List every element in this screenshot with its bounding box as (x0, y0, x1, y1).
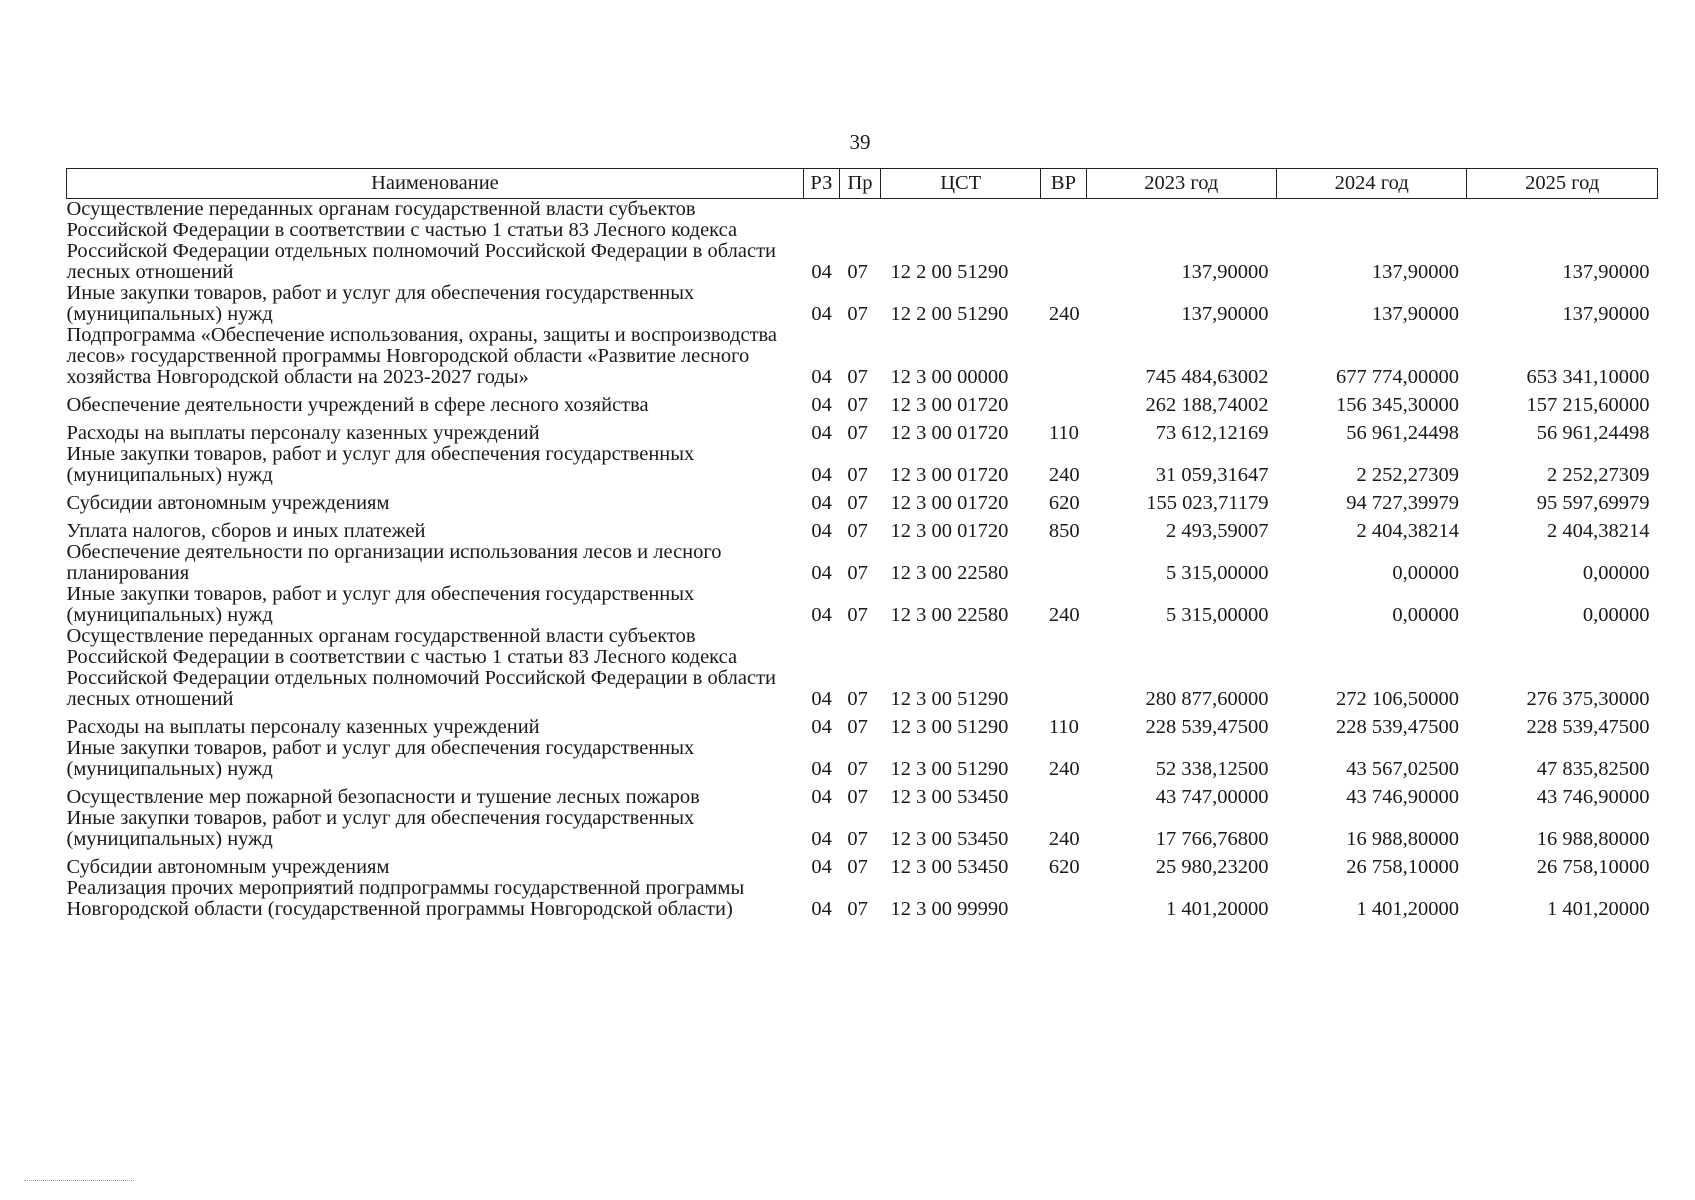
cell-2023: 745 484,63002 (1145, 366, 1269, 388)
cell-pr: 07 (847, 366, 868, 388)
cell-2023: 137,90000 (1181, 261, 1269, 283)
cell-vr: 110 (1048, 716, 1079, 738)
cell-vr (1041, 388, 1086, 416)
cell-rz: 04 (811, 492, 832, 514)
table-row (67, 850, 1658, 878)
table-row (67, 199, 1658, 284)
cell-2025: 47 835,82500 (1536, 758, 1650, 780)
cell-rz: 04 (811, 464, 832, 486)
cell-2023: 43 747,00000 (1155, 786, 1269, 808)
cell-rz: 04 (811, 856, 832, 878)
cell-2024: 137,90000 (1371, 303, 1459, 325)
cell-2024: 26 758,10000 (1346, 856, 1459, 878)
table-body (67, 199, 1658, 921)
cell-2023: 5 315,00000 (1165, 604, 1269, 626)
cell-cst: 12 3 00 01720 (890, 422, 1009, 444)
cell-vr: 110 (1048, 422, 1079, 444)
cell-2024: 228 539,47500 (1335, 716, 1459, 738)
cell-2025: 43 746,90000 (1536, 786, 1650, 808)
cell-cst: 12 3 00 01720 (890, 464, 1009, 486)
header-vr: ВР (1041, 169, 1086, 199)
cell-name: Осуществление переданных органам государственной власти субъектов Российской Федерации в соответствии с частью 1 статьи 83 Лесного кодекса Российской Федерации отдельных полномочий Российской Федерации в области лесных отношений (66, 198, 776, 283)
header-2023: 2023 год (1086, 169, 1276, 199)
cell-name: Иные закупки товаров, работ и услуг для обеспечения государственных (муниципальных) нужд (66, 443, 695, 486)
table-row (67, 626, 1658, 710)
cell-2024: 43 567,02500 (1346, 758, 1459, 780)
cell-name: Иные закупки товаров, работ и услуг для обеспечения государственных (муниципальных) нужд (66, 807, 695, 850)
cell-name: Иные закупки товаров, работ и услуг для обеспечения государственных (муниципальных) нужд (66, 737, 695, 780)
table-row (67, 780, 1658, 808)
cell-2024: 677 774,00000 (1335, 366, 1459, 388)
cell-2023: 137,90000 (1181, 303, 1269, 325)
cell-vr: 240 (1048, 464, 1080, 486)
cell-rz: 04 (811, 562, 832, 584)
cell-pr: 07 (847, 562, 868, 584)
table-row (67, 710, 1658, 738)
cell-name: Осуществление мер пожарной безопасности и тушение лесных пожаров (66, 786, 700, 808)
cell-name: Субсидии автономным учреждениям (66, 492, 390, 514)
cell-cst: 12 3 00 53450 (890, 786, 1009, 808)
cell-vr: 850 (1048, 520, 1080, 542)
budget-table (66, 168, 1658, 920)
cell-rz: 04 (811, 394, 832, 416)
cell-2023: 25 980,23200 (1155, 856, 1269, 878)
cell-cst: 12 3 00 51290 (890, 716, 1009, 738)
table-row (67, 542, 1658, 584)
cell-pr: 07 (847, 492, 868, 514)
cell-2024: 272 106,50000 (1335, 688, 1459, 710)
cell-name: Осуществление переданных органам государственной власти субъектов Российской Федерации в соответствии с частью 1 статьи 83 Лесного кодекса Российской Федерации отдельных полномочий Российской Федерации в области лесных отношений (66, 625, 776, 710)
cell-rz: 04 (811, 422, 832, 444)
cell-cst: 12 3 00 01720 (890, 520, 1009, 542)
cell-rz: 04 (811, 366, 832, 388)
cell-2024: 16 988,80000 (1346, 828, 1459, 850)
cell-vr (1041, 542, 1086, 584)
cell-name: Обеспечение деятельности по организации использования лесов и лесного планирования (66, 541, 722, 584)
scan-artifact-line (24, 1180, 134, 1182)
header-rz: РЗ (803, 169, 839, 199)
cell-cst: 12 3 00 51290 (890, 688, 1009, 710)
cell-name: Иные закупки товаров, работ и услуг для обеспечения государственных (муниципальных) нужд (66, 583, 695, 626)
cell-rz: 04 (811, 786, 832, 808)
cell-rz: 04 (811, 261, 832, 283)
cell-cst: 12 3 00 53450 (890, 828, 1009, 850)
cell-pr: 07 (847, 520, 868, 542)
cell-cst: 12 3 00 51290 (890, 758, 1009, 780)
cell-rz: 04 (811, 758, 832, 780)
table-row (67, 283, 1658, 325)
cell-2024: 0,00000 (1392, 604, 1459, 626)
header-2025: 2025 год (1467, 169, 1658, 199)
cell-2024: 94 727,39979 (1346, 492, 1459, 514)
cell-cst: 12 3 00 53450 (890, 856, 1009, 878)
cell-2023: 73 612,12169 (1155, 422, 1269, 444)
cell-2023: 5 315,00000 (1165, 562, 1269, 584)
cell-2025: 16 988,80000 (1536, 828, 1650, 850)
cell-vr: 240 (1048, 828, 1080, 850)
table-row (67, 388, 1658, 416)
cell-2025: 56 961,24498 (1536, 422, 1650, 444)
table-row (67, 444, 1658, 486)
cell-2024: 1 401,20000 (1356, 898, 1459, 920)
cell-2025: 0,00000 (1582, 562, 1650, 584)
cell-cst: 12 3 00 99990 (890, 898, 1009, 920)
table-row (67, 325, 1658, 388)
cell-rz: 04 (811, 828, 832, 850)
cell-2024: 137,90000 (1371, 261, 1459, 283)
header-pr: Пр (839, 169, 880, 199)
cell-2025: 26 758,10000 (1536, 856, 1650, 878)
table-row (67, 486, 1658, 514)
cell-cst: 12 3 00 00000 (890, 366, 1009, 388)
table-row (67, 584, 1658, 626)
cell-vr: 620 (1048, 856, 1080, 878)
cell-name: Иные закупки товаров, работ и услуг для обеспечения государственных (муниципальных) нужд (66, 282, 695, 325)
cell-cst: 12 3 00 01720 (890, 492, 1009, 514)
cell-pr: 07 (847, 261, 868, 283)
cell-2025: 157 215,60000 (1526, 394, 1650, 416)
cell-2025: 0,00000 (1582, 604, 1650, 626)
cell-pr: 07 (847, 716, 868, 738)
cell-name: Реализация прочих мероприятий подпрограммы государственной программы Новгородской области (государственной программы Новгородской области) (66, 877, 745, 920)
cell-2025: 95 597,69979 (1536, 492, 1650, 514)
cell-2023: 1 401,20000 (1165, 898, 1269, 920)
table-row (67, 878, 1658, 920)
cell-vr: 240 (1048, 303, 1080, 325)
cell-2023: 228 539,47500 (1145, 716, 1269, 738)
cell-pr: 07 (847, 464, 868, 486)
cell-rz: 04 (811, 604, 832, 626)
cell-pr: 07 (847, 828, 868, 850)
cell-name: Обеспечение деятельности учреждений в сфере лесного хозяйства (66, 394, 649, 416)
cell-vr: 240 (1048, 758, 1080, 780)
cell-2025: 276 375,30000 (1526, 688, 1650, 710)
table-row (67, 514, 1658, 542)
cell-cst: 12 2 00 51290 (890, 303, 1009, 325)
cell-pr: 07 (847, 786, 868, 808)
header-2024: 2024 год (1276, 169, 1466, 199)
cell-2025: 137,90000 (1562, 303, 1650, 325)
cell-2024: 2 252,27309 (1356, 464, 1459, 486)
cell-vr (1041, 199, 1086, 284)
cell-2024: 2 404,38214 (1356, 520, 1459, 542)
cell-vr (1041, 626, 1086, 710)
cell-2023: 2 493,59007 (1165, 520, 1269, 542)
cell-rz: 04 (811, 520, 832, 542)
cell-rz: 04 (811, 898, 832, 920)
cell-pr: 07 (847, 394, 868, 416)
cell-pr: 07 (847, 604, 868, 626)
cell-name: Подпрограмма «Обеспечение использования, охраны, защиты и воспроизводства лесов» государственной программы Новгородской области «Развитие лесного хозяйства Новгородской области на 2023-2027 годы» (66, 324, 778, 388)
cell-pr: 07 (847, 758, 868, 780)
cell-rz: 04 (811, 303, 832, 325)
table-row (67, 808, 1658, 850)
cell-2023: 17 766,76800 (1155, 828, 1269, 850)
page-number: 39 (849, 130, 871, 154)
cell-2025: 228 539,47500 (1526, 716, 1650, 738)
cell-vr (1041, 780, 1086, 808)
cell-2025: 137,90000 (1562, 261, 1650, 283)
cell-2024: 0,00000 (1392, 562, 1459, 584)
cell-2025: 2 252,27309 (1547, 464, 1650, 486)
cell-2023: 280 877,60000 (1145, 688, 1269, 710)
cell-2025: 2 404,38214 (1547, 520, 1650, 542)
cell-vr: 620 (1048, 492, 1080, 514)
cell-rz: 04 (811, 716, 832, 738)
cell-rz: 04 (811, 688, 832, 710)
cell-2024: 56 961,24498 (1346, 422, 1459, 444)
cell-name: Расходы на выплаты персоналу казенных учреждений (66, 422, 540, 444)
cell-2023: 31 059,31647 (1155, 464, 1269, 486)
cell-name: Расходы на выплаты персоналу казенных учреждений (66, 716, 540, 738)
cell-pr: 07 (847, 856, 868, 878)
cell-vr (1041, 878, 1086, 920)
cell-2023: 155 023,71179 (1146, 492, 1269, 514)
cell-pr: 07 (847, 303, 868, 325)
header-cst: ЦСТ (881, 169, 1041, 199)
cell-2025: 1 401,20000 (1547, 898, 1650, 920)
cell-2023: 52 338,12500 (1155, 758, 1269, 780)
cell-cst: 12 3 00 22580 (890, 562, 1009, 584)
cell-vr: 240 (1048, 604, 1080, 626)
cell-vr (1041, 325, 1086, 388)
cell-pr: 07 (847, 898, 868, 920)
table-row (67, 416, 1658, 444)
cell-name: Субсидии автономным учреждениям (66, 856, 390, 878)
cell-cst: 12 3 00 01720 (890, 394, 1009, 416)
cell-2025: 653 341,10000 (1526, 366, 1650, 388)
cell-pr: 07 (847, 688, 868, 710)
cell-name: Уплата налогов, сборов и иных платежей (66, 520, 426, 542)
table-row (67, 738, 1658, 780)
cell-cst: 12 2 00 51290 (890, 261, 1009, 283)
cell-pr: 07 (847, 422, 868, 444)
cell-cst: 12 3 00 22580 (890, 604, 1009, 626)
cell-2024: 43 746,90000 (1346, 786, 1459, 808)
cell-2024: 156 345,30000 (1335, 394, 1459, 416)
table-header-row (67, 169, 1658, 199)
cell-2023: 262 188,74002 (1145, 394, 1269, 416)
header-name: Наименование (67, 169, 804, 199)
